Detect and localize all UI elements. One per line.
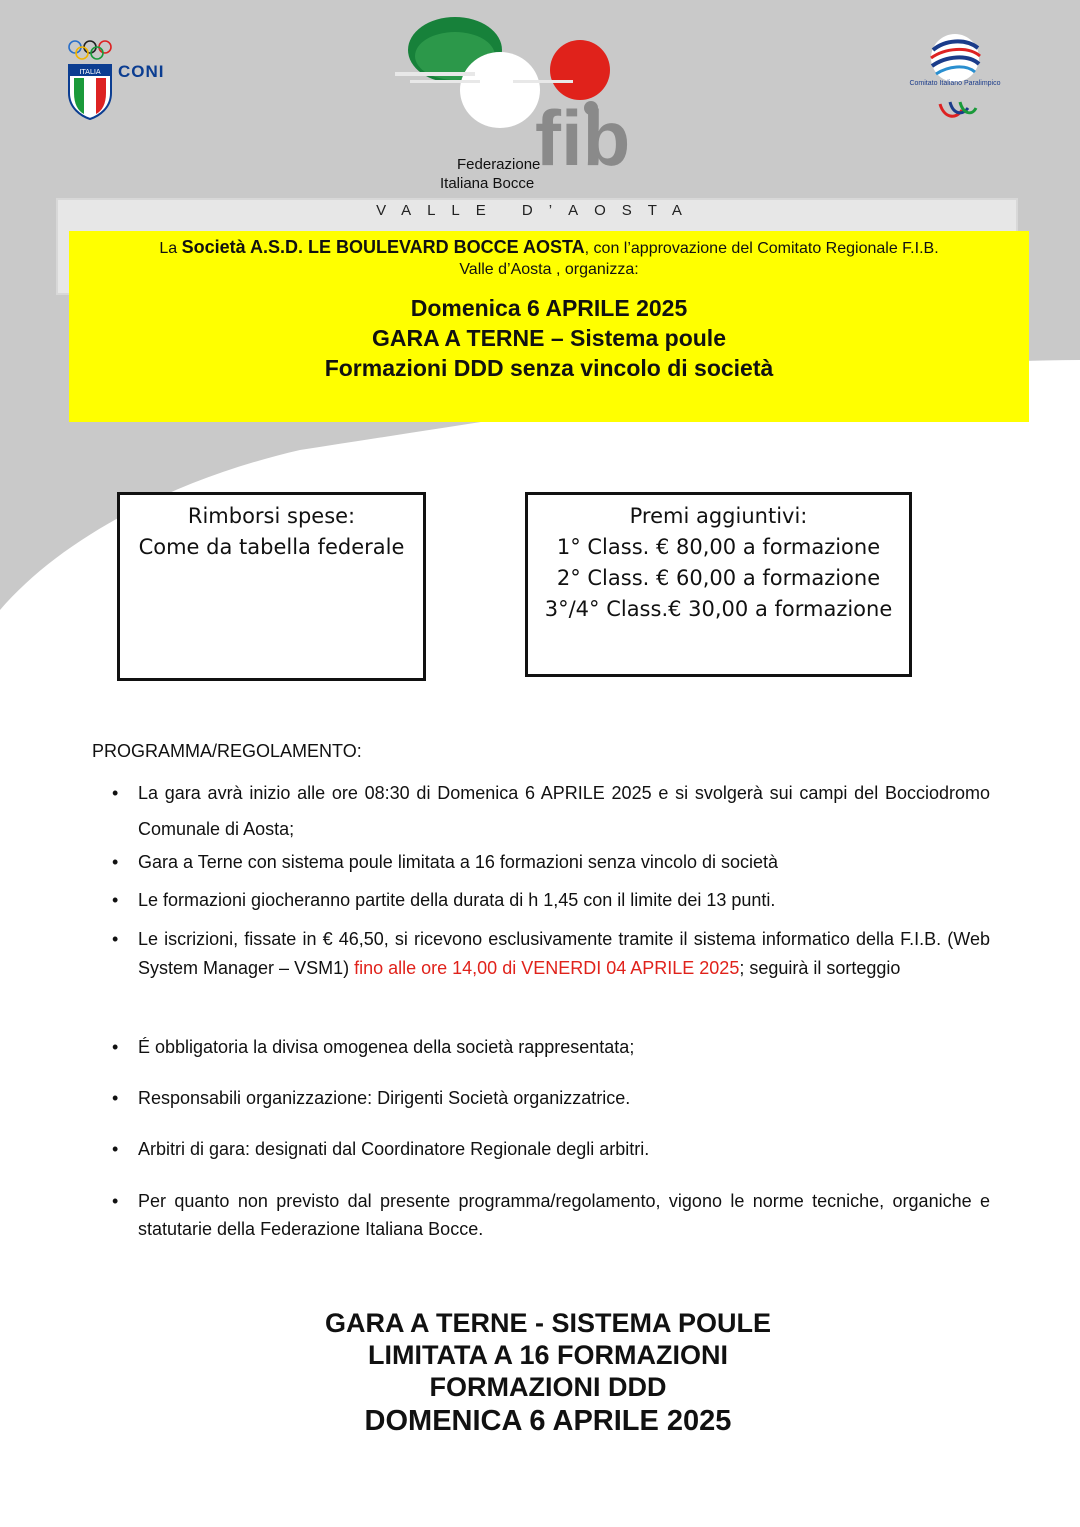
premi-box bbox=[525, 492, 912, 677]
fib-caption bbox=[440, 155, 540, 193]
summary bbox=[0, 1307, 1080, 1439]
cip-logo-icon bbox=[900, 30, 1010, 125]
list-item: • La gara avrà inizio alle ore 08:30 di Domenica 6 APRILE 2025 e si svolgerà sui campi del Bocciodromo Comunale di Aosta; bbox=[112, 775, 990, 847]
headline-formations: Formazioni DDD senza vincolo di società bbox=[324, 355, 774, 381]
fib-caption-line1: Federazione bbox=[457, 156, 541, 173]
list-item: • Le formazioni giocheranno partite della durata di h 1,45 con il limite dei 13 punti. bbox=[112, 886, 990, 914]
bullet-icon: • bbox=[112, 1037, 119, 1057]
list-item: • Arbitri di gara: designati dal Coordinatore Regionale degli arbitri. bbox=[112, 1135, 990, 1163]
premi-item: 1° Class. € 80,00 a formazione bbox=[556, 535, 881, 559]
fib-logo-text: fib bbox=[535, 94, 631, 175]
list-item: • Gara a Terne con sistema poule limitata a 16 formazioni senza vincolo di società bbox=[112, 848, 990, 876]
list-item: • Per quanto non previsto dal presente programma/regolamento, vigono le norme tecniche, organiche e statutarie della Federazione Italiana Bocce. bbox=[112, 1187, 990, 1243]
summary-line2: LIMITATA A 16 FORMAZIONI bbox=[368, 1340, 728, 1370]
fib-logo-icon bbox=[395, 10, 670, 175]
bullet-icon: • bbox=[112, 852, 119, 872]
region-label: VALLE D’AOSTA bbox=[376, 202, 698, 219]
rimborsi-text: Come da tabella federale bbox=[138, 535, 405, 559]
list-item: • Le iscrizioni, fissate in € 46,50, si ricevono esclusivamente tramite il sistema informatico della F.I.B. (Web System Manager – VSM1) fino alle ore 14,00 di VENERDI 04 APRILE 2025; seguirà il sorteggio bbox=[112, 925, 990, 983]
list-item: • É obbligatoria la divisa omogenea della società rappresentata; bbox=[112, 1033, 990, 1061]
summary-line4: DOMENICA 6 APRILE 2025 bbox=[364, 1405, 732, 1437]
bullet-icon: • bbox=[112, 1088, 119, 1108]
intro-text bbox=[69, 237, 1029, 280]
society-name: Società A.S.D. LE BOULEVARD BOCCE AOSTA bbox=[181, 237, 585, 257]
programma-title: PROGRAMMA/REGOLAMENTO: bbox=[92, 741, 362, 761]
headline-event: GARA A TERNE – Sistema poule bbox=[371, 325, 726, 351]
summary-line3: FORMAZIONI DDD bbox=[429, 1372, 667, 1402]
premi-title: Premi aggiuntivi: bbox=[629, 504, 808, 528]
announcement-box bbox=[69, 231, 1029, 422]
cip-label: Comitato Italiano Paralimpico bbox=[909, 80, 1001, 87]
coni-label: CONI bbox=[118, 62, 165, 81]
bullet-icon: • bbox=[112, 1191, 119, 1211]
bullet-icon: • bbox=[112, 1139, 119, 1159]
premi-item: 2° Class. € 60,00 a formazione bbox=[556, 566, 881, 590]
deadline-text: fino alle ore 14,00 di VENERDI 04 APRILE 2025 bbox=[354, 958, 740, 978]
list-item: • Responsabili organizzazione: Dirigenti Società organizzatrice. bbox=[112, 1084, 990, 1112]
svg-text:ITALIA: ITALIA bbox=[79, 68, 101, 76]
bullet-icon: • bbox=[112, 783, 119, 803]
rimborsi-title: Rimborsi spese: bbox=[187, 504, 356, 528]
summary-line1: GARA A TERNE - SISTEMA POULE bbox=[324, 1308, 771, 1338]
intro-line1: La Società A.S.D. LE BOULEVARD BOCCE AOSTA, con l’approvazione del Comitato Regionale F.I.B. bbox=[159, 237, 939, 257]
headline bbox=[69, 293, 1029, 383]
intro-line2: Valle d’Aosta , organizza: bbox=[459, 261, 639, 278]
bullet-icon: • bbox=[112, 929, 119, 949]
rimborsi-box bbox=[117, 492, 426, 681]
premi-item: 3°/4° Class.€ 30,00 a formazione bbox=[544, 597, 893, 621]
fib-caption-line2: Italiana Bocce bbox=[440, 175, 535, 192]
bullet-icon: • bbox=[112, 890, 119, 910]
headline-date: Domenica 6 APRILE 2025 bbox=[410, 295, 688, 321]
